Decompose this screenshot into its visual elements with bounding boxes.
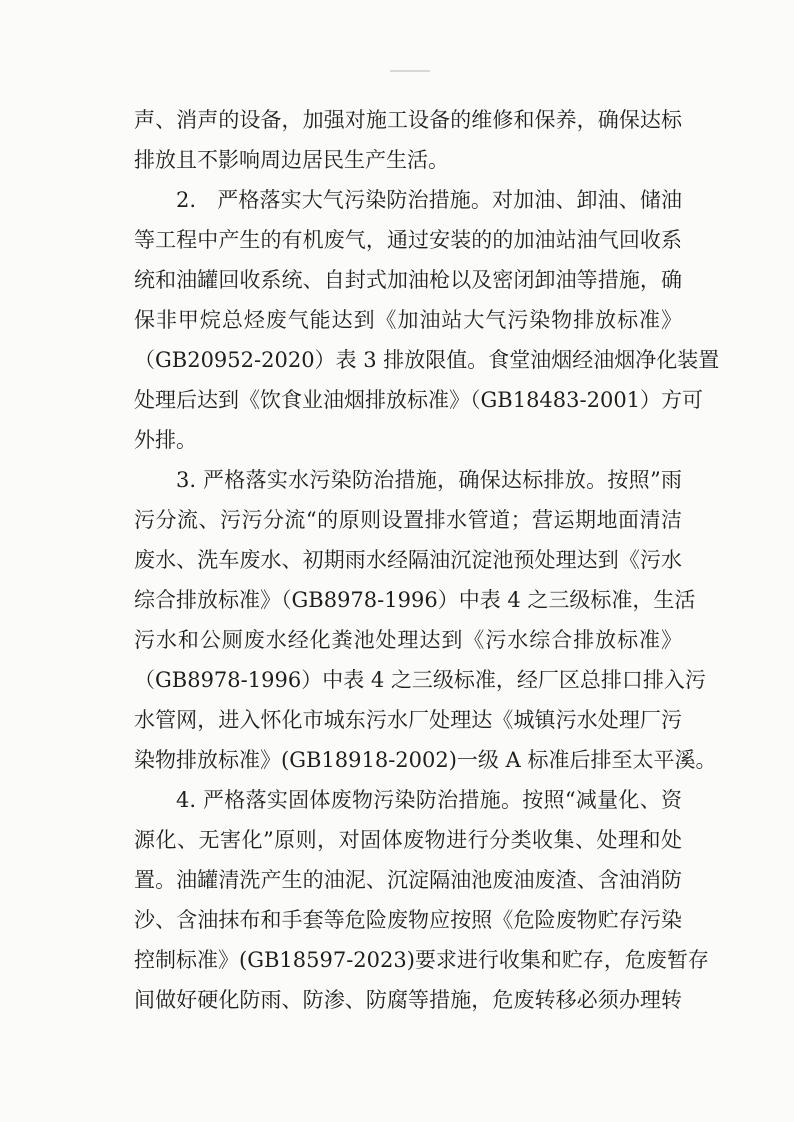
text-line: 染物排放标准》(GB18918-2002)一级 A 标准后排至太平溪。 bbox=[134, 748, 717, 772]
text-line: 4. 严格落实固体废物污染防治措施。按照“减量化、资 bbox=[176, 788, 682, 812]
text-line: 统和油罐回收系统、自封式加油枪以及密闭卸油等措施，确 bbox=[134, 268, 682, 292]
text-line: （GB8978-1996）中表 4 之三级标准，经厂区总排口排入污 bbox=[134, 668, 706, 692]
text-line: 等工程中产生的有机废气，通过安装的的加油站油气回收系 bbox=[134, 228, 682, 252]
text-line: 污分流、污污分流“的原则设置排水管道；营运期地面清洁 bbox=[134, 508, 682, 532]
text-line: 保非甲烷总烃废气能达到《加油站大气污染物排放标准》 bbox=[134, 308, 682, 332]
text-line: 源化、无害化”原则，对固体废物进行分类收集、处理和处 bbox=[134, 828, 682, 852]
text-line: 声、消声的设备，加强对施工设备的维修和保养，确保达标 bbox=[134, 108, 682, 132]
body-text bbox=[134, 100, 720, 1020]
text-line: 废水、洗车废水、初期雨水经隔油沉淀池预处理达到《污水 bbox=[134, 548, 682, 572]
text-line: 沙、含油抹布和手套等危险废物应按照《危险废物贮存污染 bbox=[134, 908, 682, 932]
text-line: 置。油罐清洗产生的油泥、沉淀隔油池废油废渣、含油消防 bbox=[134, 868, 682, 892]
text-line: 外排。 bbox=[134, 428, 197, 452]
text-line: 控制标准》(GB18597-2023)要求进行收集和贮存，危废暂存 bbox=[134, 948, 709, 972]
text-line: 间做好硬化防雨、防渗、防腐等措施，危废转移必须办理转 bbox=[134, 988, 682, 1012]
text-line: 综合排放标准》（GB8978-1996）中表 4 之三级标准，生活 bbox=[134, 588, 696, 612]
text-line: （GB20952-2020）表 3 排放限值。食堂油烟经油烟净化装置 bbox=[134, 348, 720, 372]
text-line: 污水和公厕废水经化粪池处理达到《污水综合排放标准》 bbox=[134, 628, 682, 652]
scan-artifact bbox=[390, 70, 430, 72]
text-line: 3. 严格落实水污染防治措施，确保达标排放。按照”雨 bbox=[176, 468, 682, 492]
text-line: 处理后达到《饮食业油烟排放标准》（GB18483-2001）方可 bbox=[134, 388, 704, 412]
text-line: 2. 严格落实大气污染防治措施。对加油、卸油、储油 bbox=[176, 188, 682, 212]
text-line: 水管网，进入怀化市城东污水厂处理达《城镇污水处理厂污 bbox=[134, 708, 682, 732]
text-line: 排放且不影响周边居民生产生活。 bbox=[134, 148, 449, 172]
